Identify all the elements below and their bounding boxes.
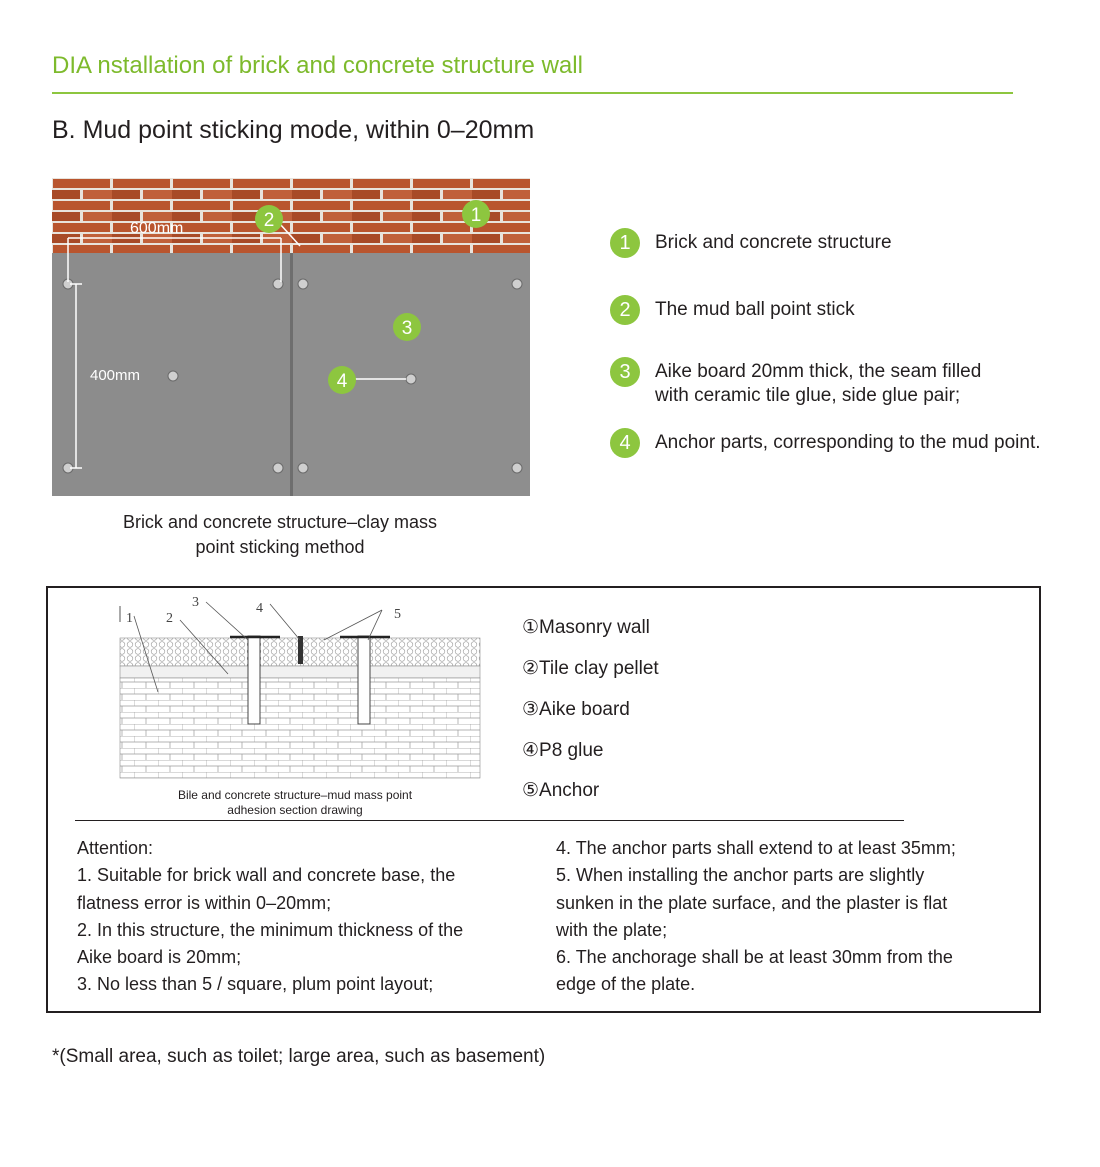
section-label-3: 3 xyxy=(192,595,199,610)
section-subtitle: B. Mud point sticking mode, within 0–20mm xyxy=(52,116,535,144)
parts-list-item-5: ⑤Anchor xyxy=(522,780,600,801)
legend-text-3b: with ceramic tile glue, side glue pair; xyxy=(655,385,961,406)
attention-line: sunken in the plate surface, and the plaster is flat xyxy=(556,892,948,913)
section-drawing xyxy=(110,592,482,782)
legend-text-2: The mud ball point stick xyxy=(655,299,855,320)
section-label-1: 1 xyxy=(126,611,133,626)
attention-right-column xyxy=(556,835,956,999)
footnote: *(Small area, such as toilet; large area, such as basement) xyxy=(52,1046,546,1067)
attention-left-column xyxy=(77,835,463,999)
photo-caption-line2: point sticking method xyxy=(195,537,365,557)
wall-installation-photo xyxy=(52,178,530,496)
section-label-4: 4 xyxy=(256,601,263,616)
section-label-5: 5 xyxy=(394,607,401,622)
attention-line: 5. When installing the anchor parts are slightly xyxy=(556,865,925,886)
legend-number-3: 3 xyxy=(610,357,640,387)
legend-number-4: 4 xyxy=(610,428,640,458)
attention-heading: Attention: xyxy=(77,838,154,858)
attention-line: 1. Suitable for brick wall and concrete base, the xyxy=(77,865,456,886)
parts-list-item-3: ③Aike board xyxy=(522,699,630,720)
section-label-2: 2 xyxy=(166,611,173,626)
legend-number-2: 2 xyxy=(610,295,640,325)
dim-400-label: 400mm xyxy=(90,367,141,384)
parts-list-item-1: ①Masonry wall xyxy=(522,617,650,638)
attention-line: flatness error is within 0–20mm; xyxy=(77,892,332,913)
marker-1: 1 xyxy=(470,205,482,226)
page-title: DIA nstallation of brick and concrete structure wall xyxy=(52,52,583,79)
attention-line: edge of the plate. xyxy=(556,974,696,995)
attention-line: 6. The anchorage shall be at least 30mm from the xyxy=(556,947,953,968)
brick-wall xyxy=(52,178,530,258)
legend-number-1: 1 xyxy=(610,228,640,258)
dim-600-label: 600mm xyxy=(130,220,184,237)
marker-4: 4 xyxy=(336,371,348,392)
legend-text-3: Aike board 20mm thick, the seam filled xyxy=(655,361,982,382)
attention-line: with the plate; xyxy=(556,919,668,940)
legend-text-1: Brick and concrete structure xyxy=(655,232,892,253)
parts-list-item-4: ④P8 glue xyxy=(522,740,604,761)
section-caption-line1: Bile and concrete structure–mud mass point xyxy=(177,788,413,802)
parts-list-item-2: ②Tile clay pellet xyxy=(522,658,659,679)
marker-2: 2 xyxy=(263,210,275,231)
marker-3: 3 xyxy=(401,318,413,339)
section-caption xyxy=(150,788,440,818)
photo-caption xyxy=(52,510,508,560)
attention-line: 3. No less than 5 / square, plum point layout; xyxy=(77,974,434,995)
legend-text-4: Anchor parts, corresponding to the mud point. xyxy=(655,432,1041,453)
photo-caption-line1: Brick and concrete structure–clay mass xyxy=(122,512,438,532)
title-divider xyxy=(52,92,1013,94)
section-caption-line2: adhesion section drawing xyxy=(227,803,363,817)
attention-line: 4. The anchor parts shall extend to at least 35mm; xyxy=(556,838,956,858)
attention-line: Aike board is 20mm; xyxy=(77,947,242,968)
section-divider xyxy=(75,820,904,821)
attention-line: 2. In this structure, the minimum thickness of the xyxy=(77,919,464,940)
